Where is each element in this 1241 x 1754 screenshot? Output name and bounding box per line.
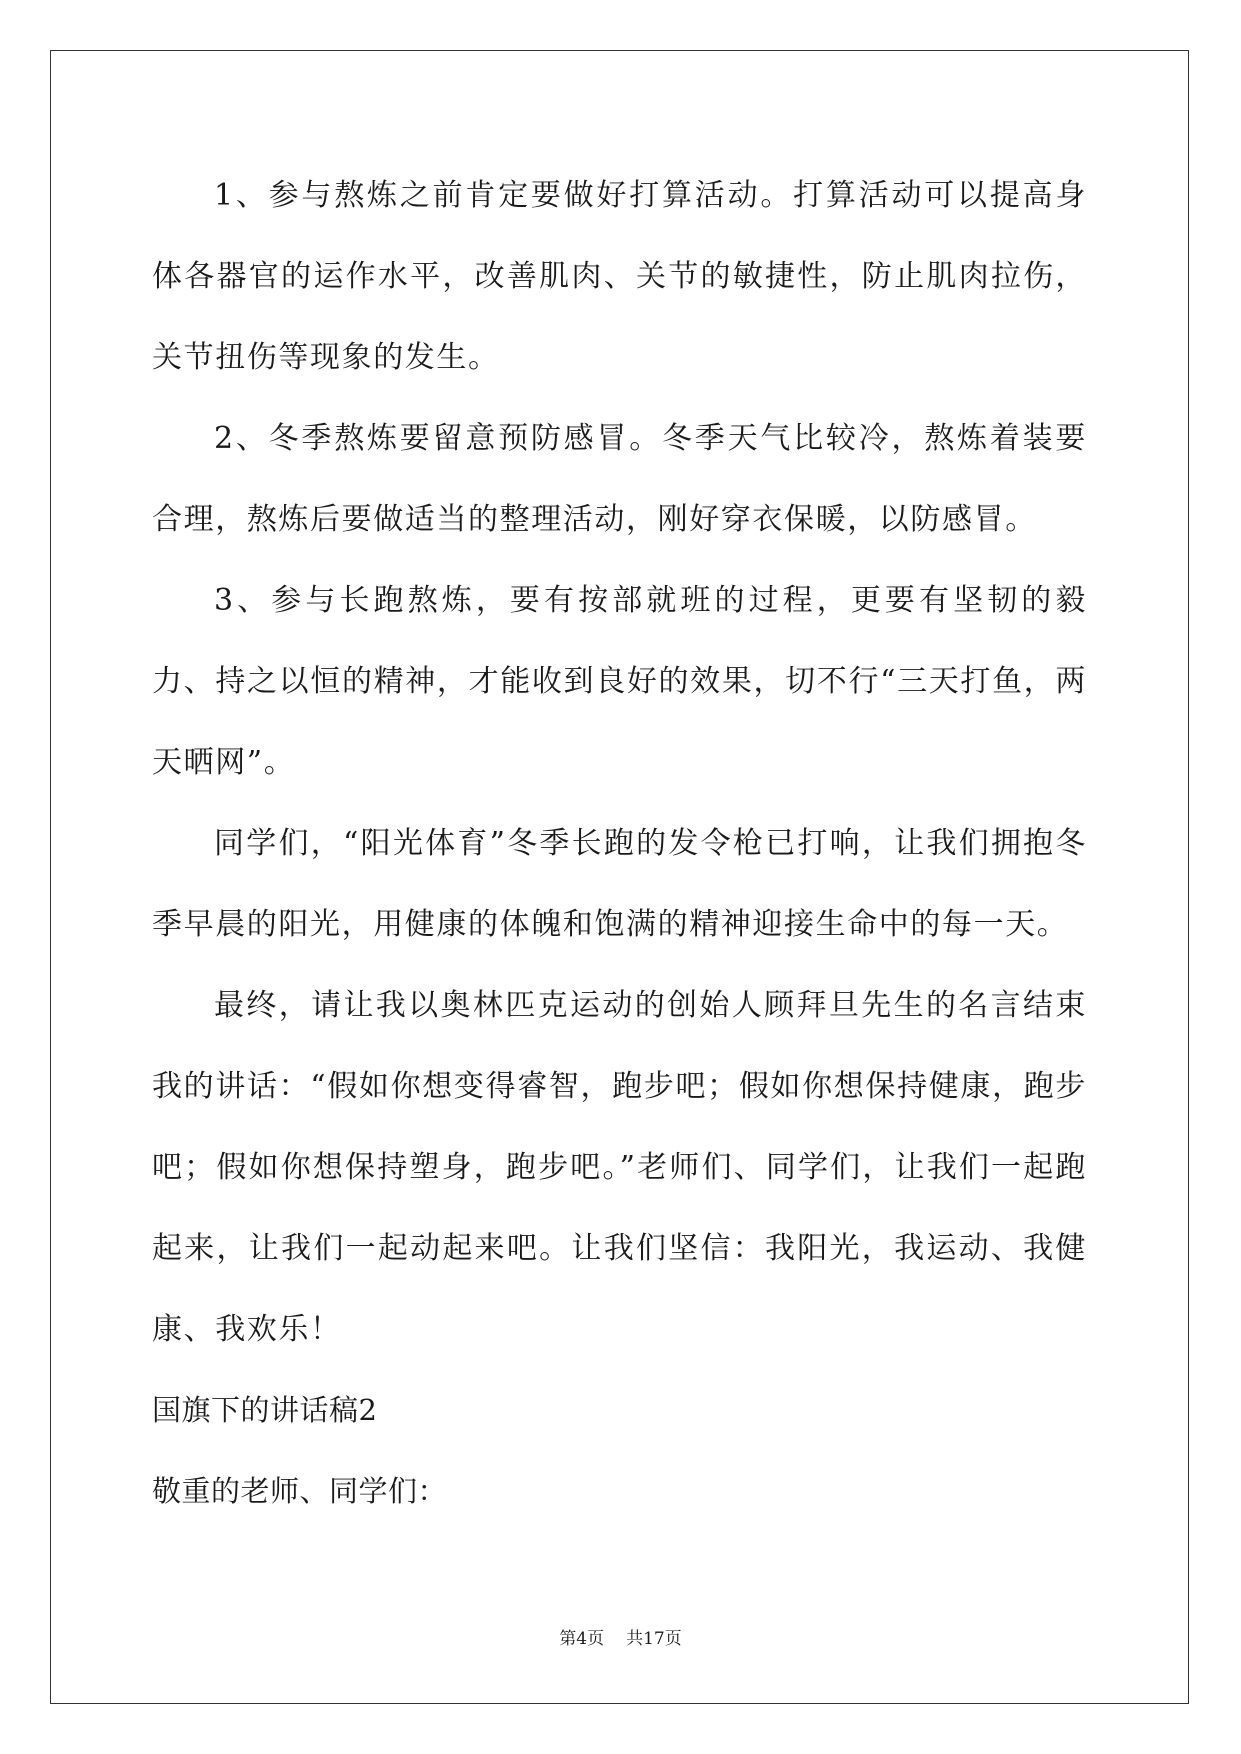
paragraph-1: 1、参与熬炼之前肯定要做好打算活动。打算活动可以提高身体各器官的运作水平，改善肌肉、关节的敏捷性，防止肌肉拉伤，关节扭伤等现象的发生。 bbox=[152, 178, 1087, 375]
page-number: 第4页 bbox=[559, 1629, 605, 1649]
paragraph-2: 2、冬季熬炼要留意预防感冒。冬季天气比较冷，熬炼着装要合理，熬炼后要做适当的整理活动，刚好穿衣保暖，以防感冒。 bbox=[152, 421, 1087, 537]
paragraph-5: 最终，请让我以奥林匹克运动的创始人顾拜旦先生的名言结束我的讲话：“假如你想变得睿智，跑步吧；假如你想保持健康，跑步吧；假如你想保持塑身，跑步吧。”老师们、同学们，让我们一起跑起来，让我们一起动起来吧。让我们坚信：我阳光，我运动、我健康、我欢乐！ bbox=[152, 988, 1087, 1347]
document-body bbox=[152, 155, 1087, 1532]
page-footer bbox=[0, 1624, 1241, 1649]
paragraph-4: 同学们，“阳光体育”冬季长跑的发令枪已打响，让我们拥抱冬季早晨的阳光，用健康的体魄和饱满的精神迎接生命中的每一天。 bbox=[152, 826, 1087, 942]
greeting: 敬重的老师、同学们： bbox=[152, 1474, 448, 1508]
paragraph-3: 3、参与长跑熬炼，要有按部就班的过程，更要有坚韧的毅力、持之以恒的精神，才能收到良好的效果，切不行“三天打鱼，两天晒网”。 bbox=[152, 583, 1087, 780]
section-title: 国旗下的讲话稿2 bbox=[152, 1393, 378, 1427]
page-total: 共17页 bbox=[626, 1629, 682, 1649]
